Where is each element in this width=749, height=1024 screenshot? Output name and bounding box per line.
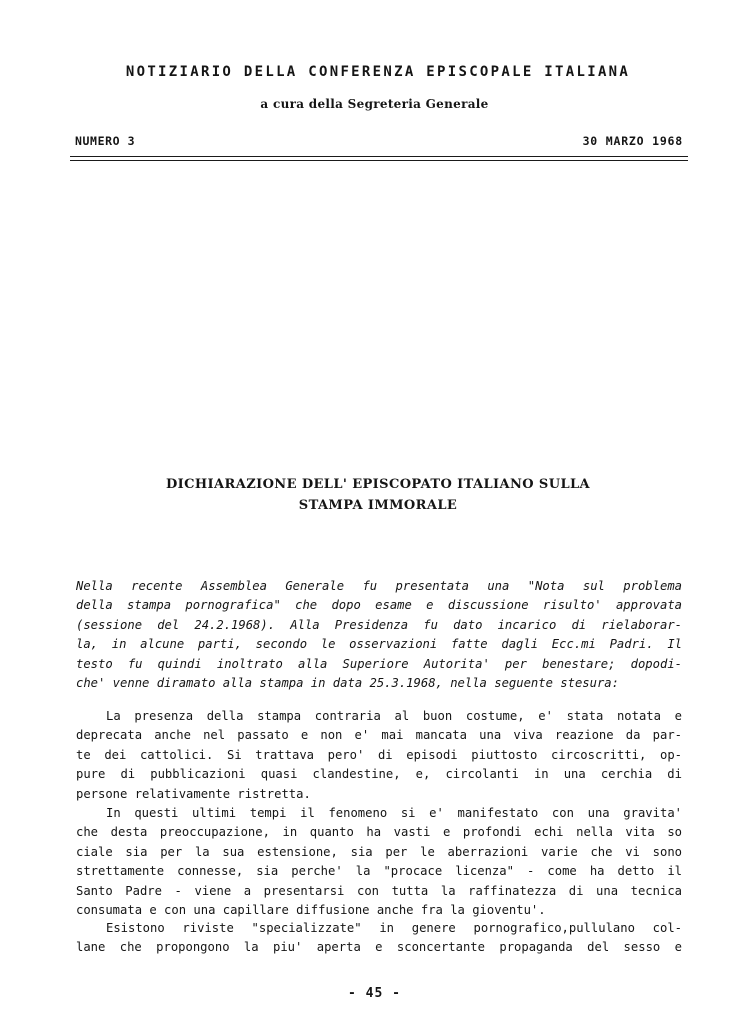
body-line: pure di pubblicazioni quasi clandestine, e, circolanti in una cerchia di	[76, 767, 682, 782]
body-line: persone relativamente ristretta.	[76, 786, 311, 801]
body-line: La presenza della stampa contraria al buon costume, e' stata notata e	[106, 709, 682, 723]
intro-line: (sessione del 24.2.1968). Alla Presidenza fu dato incarico di rielaborar-	[76, 617, 682, 632]
page-number: - 45 -	[348, 986, 401, 1001]
body-line: ciale sia per la sua estensione, sia per le aberrazioni varie che vi sono	[76, 844, 682, 859]
document-title-line: STAMPA IMMORALE	[298, 498, 458, 513]
issue-number: NUMERO 3	[75, 134, 136, 148]
body-line: Esistono riviste "specializzate" in genere pornografico,pullulano col-	[106, 921, 682, 935]
body-line: che desta preoccupazione, in quanto ha vasti e profondi echi nella vita so	[76, 825, 682, 840]
masthead-title: NOTIZIARIO DELLA CONFERENZA EPISCOPALE ITALIANA	[125, 64, 631, 80]
document-title-line: DICHIARAZIONE DELL' EPISCOPATO ITALIANO SULLA	[165, 477, 591, 492]
body-line: Santo Padre - viene a presentarsi con tutta la raffinatezza di una tecnica	[76, 883, 682, 898]
issue-date: 30 MARZO 1968	[582, 134, 683, 148]
body-paragraph-1	[76, 707, 682, 804]
intro-line: testo fu quindi inoltrato alla Superiore Autorita' per benestare; dopodi-	[76, 656, 682, 671]
intro-line: Nella recente Assemblea Generale fu presentata una "Nota sul problema	[76, 579, 682, 593]
body-line: consumata e con una capillare diffusione anche fra la gioventu'.	[76, 902, 546, 917]
body-line: lane che propongono la piu' aperta e sconcertante propaganda del sesso e	[76, 940, 682, 955]
document-title	[110, 474, 646, 516]
intro-line: della stampa pornografica" che dopo esame e discussione risulto' approvata	[76, 598, 682, 613]
body-line: deprecata anche nel passato e non e' mai mancata una viva reazione da par-	[76, 728, 682, 743]
header-rule	[70, 156, 688, 157]
body-paragraph-3	[76, 919, 682, 958]
body-line: te dei cattolici. Si trattava pero' di episodi piuttosto circoscritti, op-	[76, 747, 682, 762]
body-line: In questi ultimi tempi il fenomeno si e' manifestato con una gravita'	[106, 806, 682, 820]
header-rule-thin	[70, 160, 688, 161]
intro-paragraph	[76, 577, 682, 693]
intro-line: che' venne diramato alla stampa in data 25.3.1968, nella seguente stesura:	[76, 675, 619, 690]
masthead-subtitle: a cura della Segreteria Generale	[260, 97, 489, 111]
intro-line: la, in alcune parti, secondo le osservazioni fatte dagli Ecc.mi Padri. Il	[76, 637, 682, 652]
body-line: strettamente connesse, sia perche' la "procace licenza" - come ha detto il	[76, 864, 682, 879]
body-paragraph-2	[76, 804, 682, 920]
